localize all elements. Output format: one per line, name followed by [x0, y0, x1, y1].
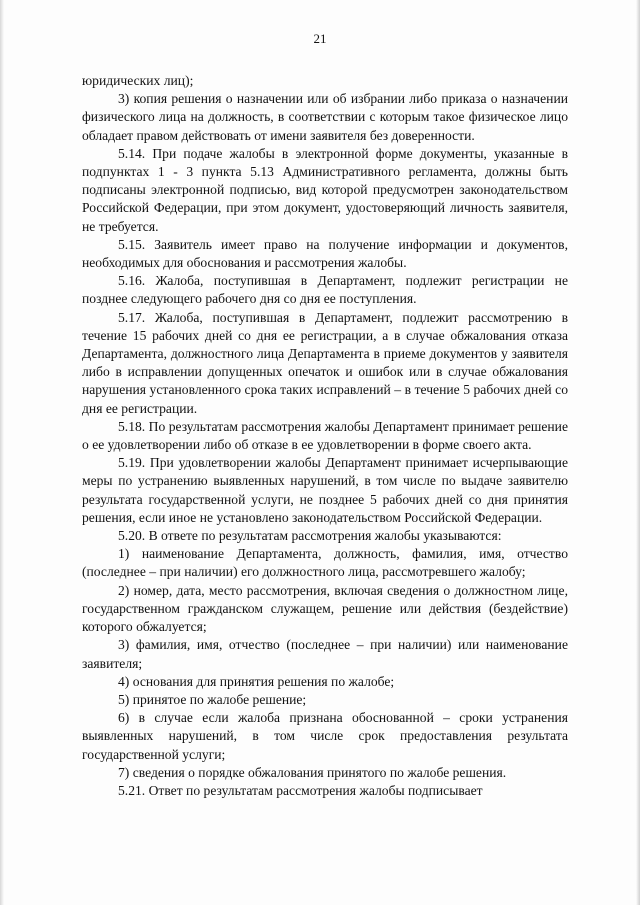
page-number: 21: [313, 31, 327, 46]
paragraph-5-19: 5.19. При удовлетворении жалобы Департамент принимает исчерпывающие меры по устранению выявленных нарушений, в том числе по выдаче заявителю результата государственной услуги, не позднее 5 рабочих дней со дня принятия решения, если иное не установлено законодательством Российской Федерации.: [82, 455, 568, 525]
scan-edge-right: [636, 0, 640, 905]
scan-edge-left: [0, 0, 4, 905]
paragraph-5-20-item-6: 6) в случае если жалоба признана обоснованной – сроки устранения выявленных нарушений, в том числе срок предоставления результата государственной услуги;: [82, 710, 568, 762]
paragraph-5-20-item-4: 4) основания для принятия решения по жалобе;: [118, 673, 395, 689]
paragraph-5-20: 5.20. В ответе по результатам рассмотрения жалобы указываются:: [118, 528, 502, 544]
paragraph-5-20-item-3: 3) фамилия, имя, отчество (последнее – при наличии) или наименование заявителя;: [82, 637, 568, 671]
paragraph-5-20-item-1: 1) наименование Департамента, должность, фамилия, имя, отчество (последнее – при наличии) его должностного лица, рассмотревшего жалобу;: [82, 546, 568, 580]
paragraph-item-3: 3) копия решения о назначении или об избрании либо приказа о назначении физического лица на должность, в соответствии с которым такое физическое лицо обладает правом действовать от имени заявителя без доверенности.: [82, 91, 568, 143]
paragraph-5-20-item-7: 7) сведения о порядке обжалования принятого по жалобе решения.: [118, 764, 507, 780]
paragraph-5-18: 5.18. По результатам рассмотрения жалобы Департамент принимает решение о ее удовлетворении либо об отказе в ее удовлетворении в форме своего акта.: [82, 418, 568, 453]
paragraph-5-14: 5.14. При подаче жалобы в электронной форме документы, указанные в подпунктах 1 - 3 пункта 5.13 Административного регламента, должны быть подписаны электронной подписью, вид которой предусмотрен законодательством Российской Федерации, при этом документ, удостоверяющий личность заявителя, не требуется.: [82, 145, 568, 234]
paragraph-5-17: 5.17. Жалоба, поступившая в Департамент, подлежит рассмотрению в течение 15 рабочих дней со дня ее регистрации, а в случае обжалования отказа Департамента, должностного лица Департамента в приеме документов у заявителя либо в исправлении допущенных опечаток и ошибок или в случае обжалования нарушения установленного срока таких исправлений – в течение 5 рабочих дней со дня ее регистрации.: [82, 309, 568, 416]
paragraph-continuation: юридических лиц);: [82, 73, 194, 88]
document-body: [82, 72, 568, 800]
paragraph-5-20-item-2: 2) номер, дата, место рассмотрения, включая сведения о должностном лице, государственном гражданском служащем, решение или действия (бездействие) которого обжалуется;: [82, 582, 568, 635]
paragraph-5-20-item-5: 5) принятое по жалобе решение;: [118, 691, 307, 707]
paragraph-5-15: 5.15. Заявитель имеет право на получение информации и документов, необходимых для обоснования и рассмотрения жалобы.: [82, 236, 568, 271]
paragraph-5-21: 5.21. Ответ по результатам рассмотрения жалобы подписывает: [118, 782, 483, 798]
paragraph-5-16: 5.16. Жалоба, поступившая в Департамент, подлежит регистрации не позднее следующего рабочего дня со дня ее поступления.: [82, 273, 568, 307]
